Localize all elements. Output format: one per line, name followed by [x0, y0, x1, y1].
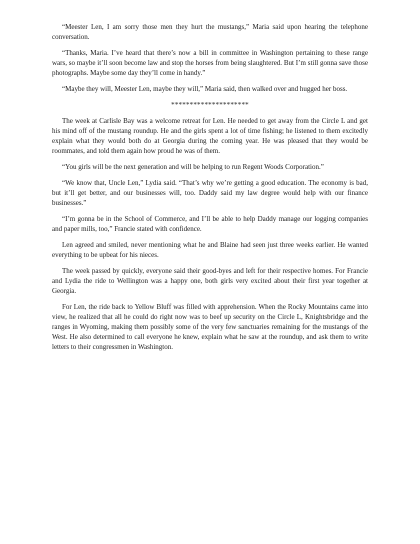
paragraph-2: “Thanks, Maria. I’ve heard that there’s now a bill in committee in Washington pertaining to these range wars, so maybe it’ll soon become law and stop the horses from being slaughtered. But I’m still gonna save those photographs. Maybe some day they’ll come in handy.” [52, 49, 368, 77]
paragraph-9: The week passed by quickly, everyone said their good-byes and left for their respective homes. For Francie and Lydia the ride to Wellington was a happy one, both girls very excited about their first year together at Georgia. [52, 267, 368, 295]
paragraph-4: The week at Carlisle Bay was a welcome retreat for Len. He needed to get away from the Circle L and get his mind off of the mustang roundup. He and the girls spent a lot of time fishing; he listened to them excitedly explain what they would both do at Georgia during the coming year. He was pleased that they would be roommates, and told them again how proud he was of them. [52, 117, 368, 155]
paragraph-7: “I’m gonna be in the School of Commerce, and I’ll be able to help Daddy manage our logging companies and paper mills, too,” Francie stated with confidence. [52, 215, 368, 233]
paragraph-5: “You girls will be the next generation and will be helping to run Regent Woods Corporation.” [62, 163, 324, 171]
paragraph-6: “We know that, Uncle Len,” Lydia said. “That’s why we’re getting a good education. The economy is bad, but it’ll get better, and our businesses will, too. Daddy said my law degree would help with our finance businesses.” [52, 179, 368, 207]
paragraph-3: “Maybe they will, Meester Len, maybe they will,” Maria said, then walked over and hugged her boss. [62, 85, 348, 93]
section-separator: ********************* [171, 101, 249, 109]
paragraph-10: For Len, the ride back to Yellow Bluff was filled with apprehension. When the Rocky Mountains came into view, he realized that all he could do right now was to beef up security on the Circle L, Knightsbridge and the ranges in Wyoming, making them possibly some of the very few sanctuaries remaining for the mustangs of the West. He also determined to call everyone he knew, explain what he saw at the roundup, and ask them to write letters to their congressmen in Washington. [52, 303, 368, 351]
paragraph-1: “Meester Len, I am sorry those men they hurt the mustangs,” Maria said upon hearing the telephone conversation. [52, 23, 368, 41]
paragraph-8: Len agreed and smiled, never mentioning what he and Blaine had seen just three weeks earlier. He wanted everything to be upbeat for his nieces. [52, 241, 368, 259]
